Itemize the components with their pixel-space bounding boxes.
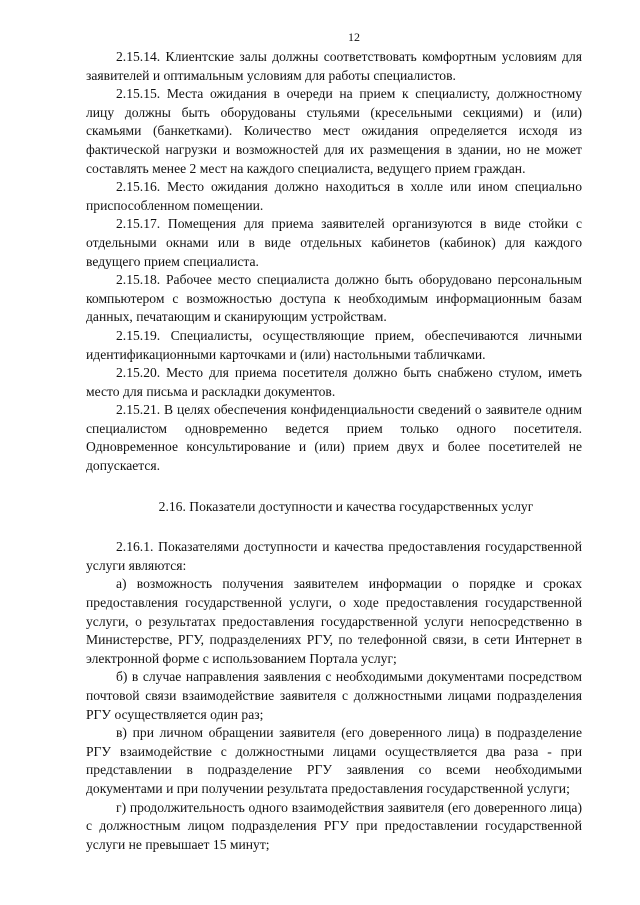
paragraph-2-15-19: 2.15.19. Специалисты, осуществляющие прием, обеспечиваются личными идентификационными карточками и (или) настольными табличками. <box>86 327 582 362</box>
paragraph-2-15-20: 2.15.20. Место для приема посетителя должно быть снабжено стулом, иметь место для письма и раскладки документов. <box>86 365 582 399</box>
list-item-g: г) продолжительность одного взаимодействия заявителя (его доверенного лица) с должностным лицом подразделения РГУ при предоставлении государственной услуги не превышает 15 минут; <box>86 799 582 852</box>
page-number: 12 <box>348 30 360 44</box>
section-heading-2-16: 2.16. Показатели доступности и качества государственных услуг <box>158 498 534 514</box>
paragraph-2-16-1: 2.16.1. Показателями доступности и качества предоставления государственной услуги являются: <box>86 539 582 573</box>
list-item-a: а) возможность получения заявителем информации о порядке и сроках предоставления государственной услуги, о ходе предоставления государственной услуги, о результатах предоставления государственной услуги непосредственно в Министерстве, РГУ, подразделениях РГУ, по телефонной связи, в сети Интернет в электронной форме с использованием Портала услуг; <box>86 576 582 666</box>
list-item-v: в) при личном обращении заявителя (его доверенного лица) в подразделение РГУ взаимодействие с должностными лицами осуществляется два раза - при представлении в подразделение РГУ заявления со всеми необходимыми документами и при получении результата предоставления государственной услуги; <box>86 725 582 796</box>
paragraph-2-15-17: 2.15.17. Помещения для приема заявителей организуются в виде стойки с отдельными окнами или в виде отдельных кабинетов (кабинок) для каждого ведущего прием специалиста. <box>86 216 582 269</box>
paragraph-2-15-21: 2.15.21. В целях обеспечения конфиденциальности сведений о заявителе одним специалистом одновременно ведется прием только одного посетителя. Одновременное консультирование и (или) прием двух и более посетителей не допускается. <box>86 402 582 474</box>
list-item-b: б) в случае направления заявления с необходимыми документами посредством почтовой связи взаимодействие заявителя с должностными лицами подразделения РГУ осуществляется один раз; <box>86 669 582 722</box>
paragraph-2-15-18: 2.15.18. Рабочее место специалиста должно быть оборудовано персональным компьютером с возможностью доступа к необходимым информационным базам данных, печатающим и сканирующим устройствам. <box>86 272 582 325</box>
paragraph-2-15-15: 2.15.15. Места ожидания в очереди на прием к специалисту, должностному лицу должны быть оборудованы стульями (кресельными секциями) и (или) скамьями (банкетками). Количество мест ожидания определяется исходя из фактической нагрузки и возможностей для их размещения в здании, но не может составлять менее 2 мест на каждого специалиста, ведущего прием граждан. <box>86 86 582 176</box>
paragraph-2-15-16: 2.15.16. Место ожидания должно находиться в холле или ином специально приспособленном помещении. <box>86 179 582 213</box>
section-2-16-paragraphs <box>86 538 582 854</box>
section-2-15-paragraphs <box>86 48 582 476</box>
paragraph-2-15-14: 2.15.14. Клиентские залы должны соответствовать комфортным условиям для заявителей и оптимальным условиям для работы специалистов. <box>86 49 582 83</box>
